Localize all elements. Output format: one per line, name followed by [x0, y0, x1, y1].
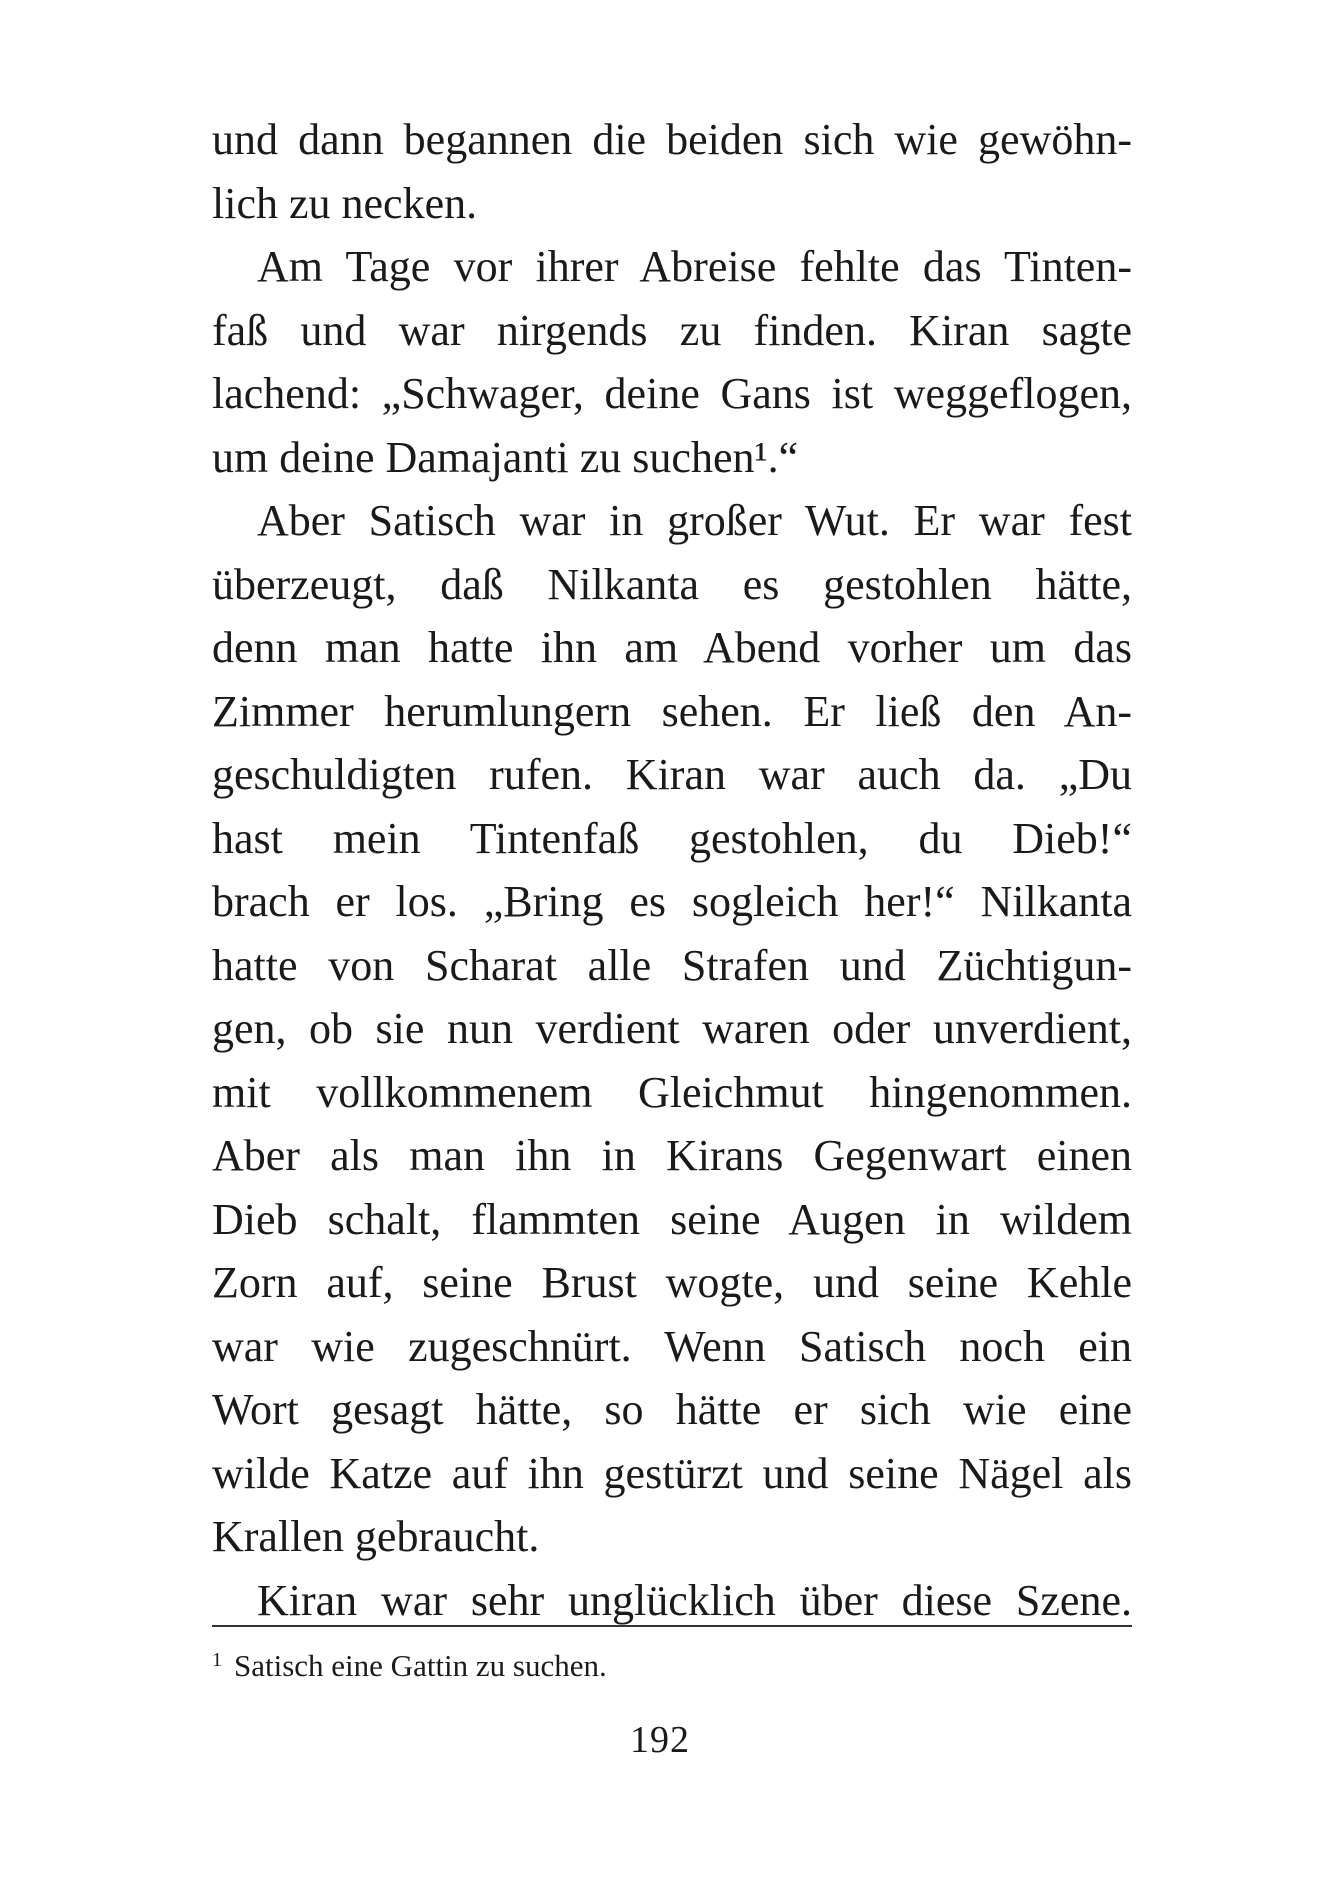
text-line: brach er los. „Bring es sogleich her!“ Nilkanta [212, 877, 1132, 926]
text-line: hatte von Scharat alle Strafen und Züchtigun- [212, 940, 1132, 990]
text-line: Aber als man ihn in Kirans Gegenwart einen [212, 1131, 1132, 1180]
footnote-divider [212, 1625, 1132, 1627]
footnote-marker: 1 [212, 1649, 222, 1671]
text-line: gen, ob sie nun verdient waren oder unverdient, [212, 1004, 1132, 1053]
text-line: mit vollkommenem Gleichmut hingenommen. [212, 1067, 1132, 1117]
text-line: Wort gesagt hätte, so hätte er sich wie eine [212, 1385, 1132, 1434]
text-line: faß und war nirgends zu finden. Kiran sagte [212, 305, 1132, 355]
text-line: denn man hatte ihn am Abend vorher um das [212, 623, 1132, 672]
text-line: hast mein Tintenfaß gestohlen, du Dieb!“ [212, 813, 1132, 863]
page-number: 192 [630, 1719, 690, 1761]
text-line: Zorn auf, seine Brust wogte, und seine Kehle [212, 1258, 1132, 1307]
footnote-text: Satisch eine Gattin zu suchen. [234, 1648, 607, 1683]
body-text [212, 108, 1132, 1632]
footnote [212, 1640, 607, 1686]
text-line: Krallen gebraucht. [212, 1512, 540, 1561]
text-line: geschuldigten rufen. Kiran war auch da. „Du [212, 750, 1132, 799]
text-line: Am Tage vor ihrer Abreise fehlte das Tinten- [257, 242, 1132, 291]
text-line: Kiran war sehr unglücklich über diese Szene. [257, 1575, 1132, 1625]
text-line: Aber Satisch war in großer Wut. Er war fest [257, 496, 1132, 545]
text-line: lachend: „Schwager, deine Gans ist weggeflogen, [212, 369, 1132, 418]
text-line: Zimmer herumlungern sehen. Er ließ den An- [212, 686, 1132, 736]
text-line: und dann begannen die beiden sich wie gewöhn- [212, 115, 1132, 164]
text-line: Dieb schalt, flammten seine Augen in wildem [212, 1194, 1132, 1244]
text-line: wilde Katze auf ihn gestürzt und seine Nägel als [212, 1448, 1132, 1498]
text-line: überzeugt, daß Nilkanta es gestohlen hätte, [212, 559, 1132, 609]
text-line: war wie zugeschnürt. Wenn Satisch noch ein [212, 1321, 1132, 1371]
text-line: lich zu necken. [212, 178, 478, 228]
text-line: um deine Damajanti zu suchen¹.“ [212, 432, 799, 482]
